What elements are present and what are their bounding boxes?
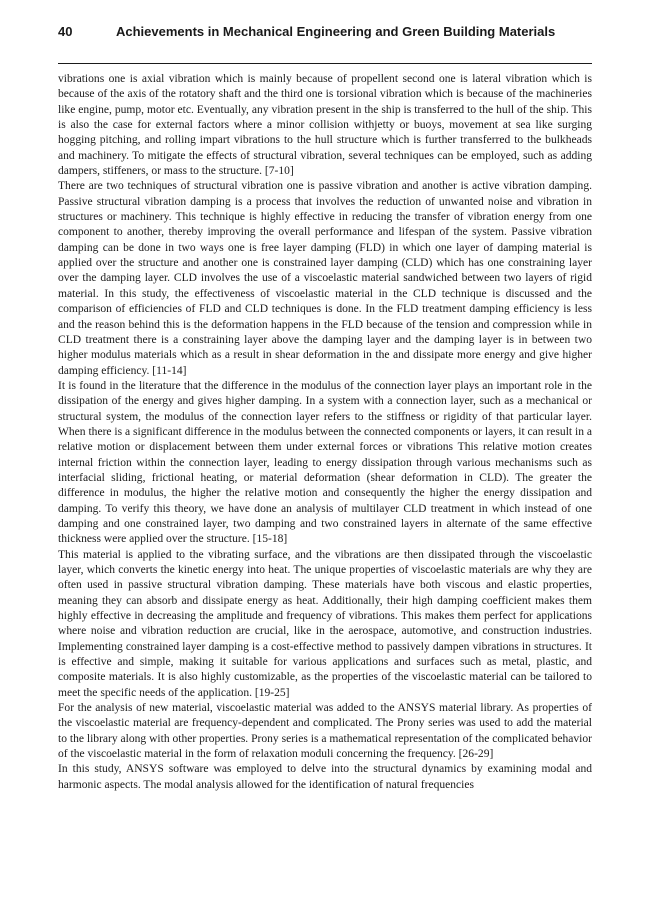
paragraph: There are two techniques of structural vibration one is passive vibration and another is active vibration damping. Passive structural vibration damping is a process that involves the reduction of unwanted noise and vibration in structures or machinery. This technique is highly effective in reducing the transfer of vibration energy from one component to another, thereby improving the overall performance and lifespan of the system. Passive vibration damping can be done in two ways one is free layer damping (FLD) in which one layer of damping material is applied over the structure and another one is constrained layer damping (CLD) which has one constraining layer over the damping layer. CLD involves the use of a viscoelastic material sandwiched between two layers of rigid material. In this study, the effectiveness of viscoelastic material in the CLD technique is discussed and the comparison of efficiencies of FLD and CLD techniques is done. In the FLD treatment damping efficiency is less and the reason behind this is the deformation happens in the FLD because of the tension and compression while in CLD treatment there is a constraining layer above the damping layer and the damping layer is in between two higher modulus materials which as a result in shear deformation in the and dissipate more energy and give higher damping efficiency. [11-14] <box>58 180 592 377</box>
paragraph: In this study, ANSYS software was employed to delve into the structural dynamics by examining modal and harmonic aspects. The modal analysis allowed for the identification of natural frequencies <box>58 763 592 791</box>
header-rule <box>58 63 592 64</box>
page-number: 40 <box>58 23 73 39</box>
paragraph: This material is applied to the vibrating surface, and the vibrations are then dissipated through the viscoelastic layer, which converts the kinetic energy into heat. The unique properties of viscoelastic materials are why they are often used in passive structural vibration damping. These materials have both viscous and elastic properties, meaning they can absorb and dissipate energy as heat. Additionally, their high damping coefficient makes them highly effective in decreasing the amplitude and frequency of vibrations. This makes them perfect for applications where noise and vibration reduction are crucial, like in the aerospace, automotive, and construction industries. Implementing constrained layer damping is a cost-effective method to passively dampen vibrations in structures. It is effective and simple, making it suitable for various applications and surfaces such as metal, plastic, and composite materials. It is also highly customizable, as the properties of the viscoelastic material can be tailored to meet the specific needs of the application. [19-25] <box>58 548 592 699</box>
paragraph: It is found in the literature that the difference in the modulus of the connection layer plays an important role in the dissipation of the energy and gives higher damping. In a system with a connection layer, such as a mechanical or structural system, the modulus of the connection layer refers to the stiffness or rigidity of that particular layer. When there is a significant difference in the modulus between the connected components or layers, it can result in a relative motion or displacement between them under external forces or vibrations This relative motion creates internal friction within the connection layer, leading to energy dissipation through various mechanisms such as interfacial sliding, frictional heating, or material deformation (shear deformation in CLD). The greater the difference in modulus, the higher the relative motion and consequently the higher the energy dissipation and damping. To verify this theory, we have done an analysis of multilayer CLD treatment in which instead of one damping and one constrained layer, two damping and two constrained layers in alternate of the same effective thickness were applied over the structure. [15-18] <box>58 379 592 546</box>
running-header <box>58 20 592 42</box>
paragraph: For the analysis of new material, viscoelastic material was added to the ANSYS material library. As properties of the viscoelastic material are frequency-dependent and complicated. The Prony series was used to add the material to the library along with other properties. Prony series is a mathematical representation of the complicated behavior of the viscoelastic material in the form of relaxation moduli concerning the frequency. [26-29] <box>58 702 592 761</box>
body-text <box>58 72 592 793</box>
paragraph: vibrations one is axial vibration which is mainly because of propellent second one is lateral vibration which is because of the axis of the rotatory shaft and the third one is torsional vibration which is because of the machineries like engine, pump, motor etc. Eventually, any vibration present in the ship is transferred to the hull of the ship. This is also the case for external factors where a minor collision withjetty or buoys, movement at sea like surging hogging pitching, and rolling impart vibrations to the hull structure which is further transferred to the bulkheads and machinery. To mitigate the effects of structural vibration, several techniques can be employed, such as adding dampers, stiffeners, or mass to the structure. [7-10] <box>58 73 592 178</box>
running-title: Achievements in Mechanical Engineering and Green Building Materials <box>116 23 556 39</box>
